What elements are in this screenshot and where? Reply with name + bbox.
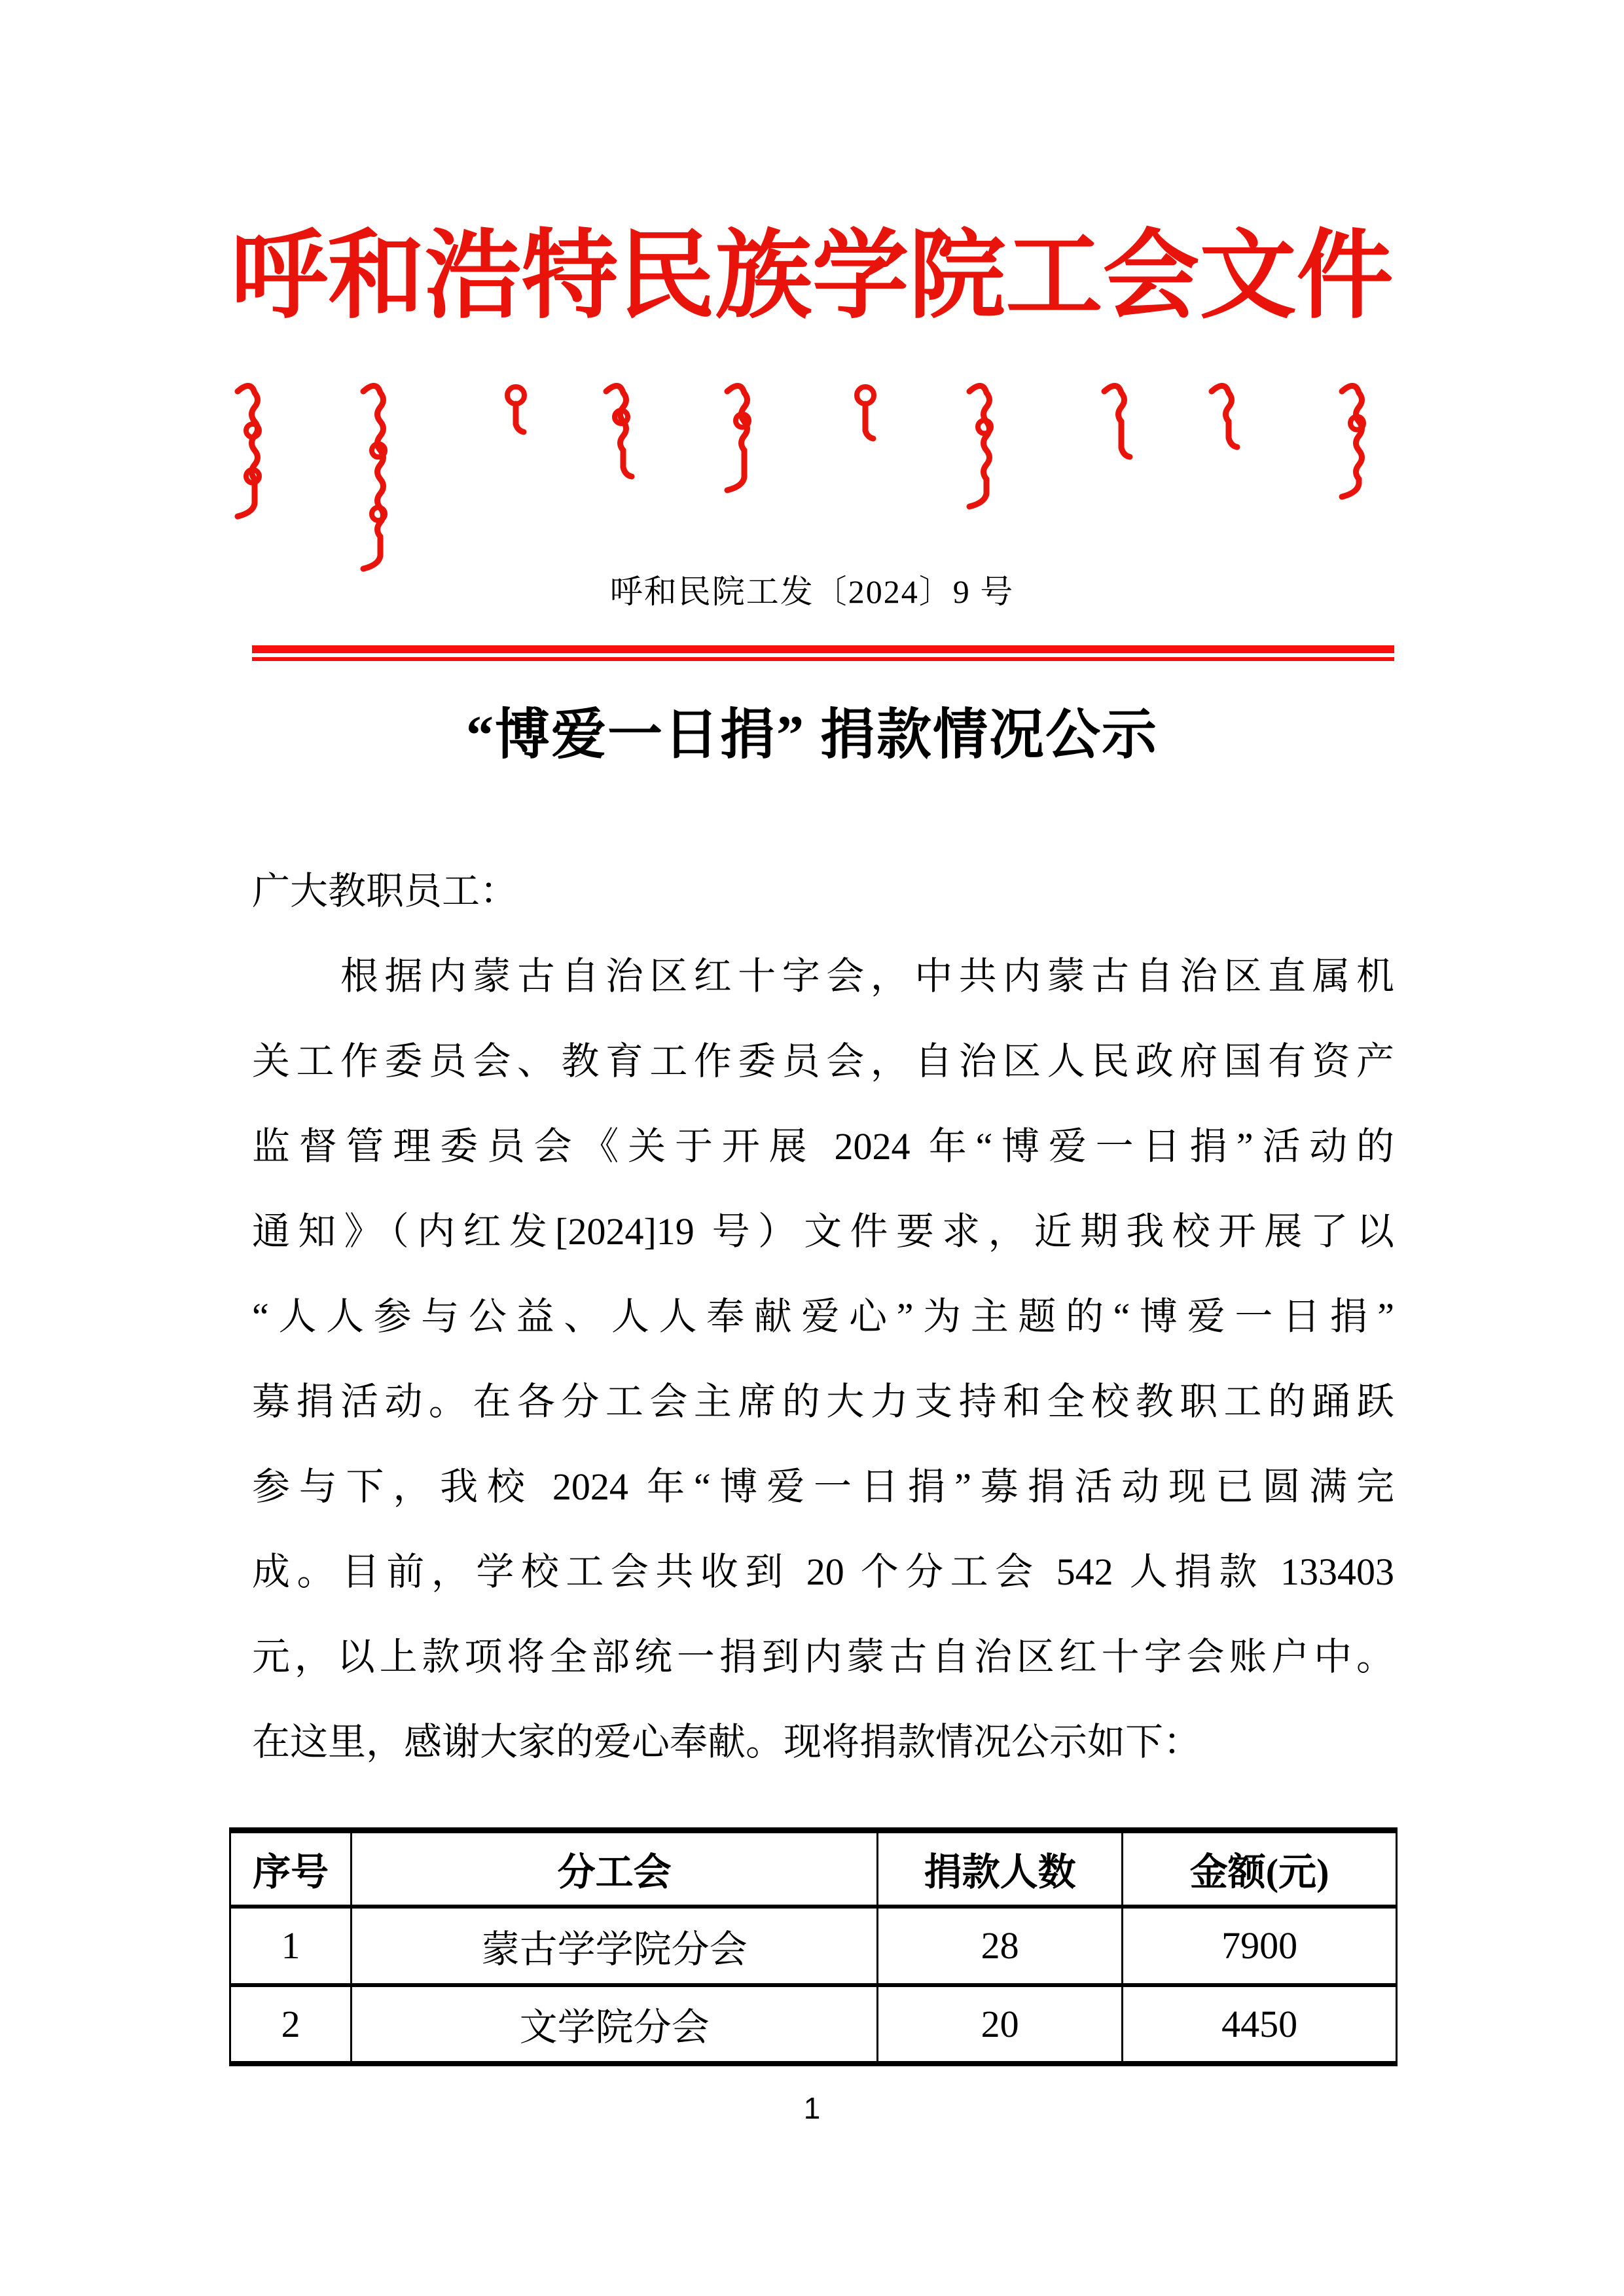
mongolian-script-stroke	[1104, 386, 1130, 457]
table-cell: 7900	[1123, 1907, 1397, 1985]
body-line: 参与下，我校 2024 年“博爱一日捐”募捐活动现已圆满完	[252, 1465, 1394, 1508]
mongolian-script-stroke	[606, 386, 632, 476]
body-paragraphs	[252, 849, 1394, 1785]
mongolian-script-loop	[978, 420, 991, 433]
mongolian-script-stroke	[1212, 386, 1237, 447]
table-row	[230, 1985, 1397, 2064]
table-header-cell: 分工会	[352, 1831, 878, 1907]
body-line: 根据内蒙古自治区红十字会，中共内蒙古自治区直属机	[252, 955, 1394, 997]
mongolian-script-stroke	[363, 386, 384, 569]
table-header-cell: 金额(元)	[1123, 1831, 1397, 1907]
red-divider	[252, 645, 1394, 661]
body-line: 通知》（内红发[2024]19 号）文件要求，近期我校开展了以	[252, 1210, 1394, 1253]
mongolian-script-stroke	[1342, 386, 1362, 497]
mongolian-script-loop	[246, 424, 259, 437]
body-line: 关工作委员会、教育工作委员会，自治区人民政府国有资产	[252, 1040, 1394, 1083]
table-header-row	[230, 1831, 1397, 1907]
body-line: 募捐活动。在各分工会主席的大力支持和全校教职工的踊跃	[252, 1380, 1394, 1423]
table-cell: 2	[230, 1985, 352, 2064]
mongolian-script-stroke	[516, 404, 524, 432]
body-line: “人人参与公益、人人奉献爱心”为主题的“博爱一日捐”	[252, 1295, 1394, 1338]
table-cell: 4450	[1123, 1985, 1397, 2064]
mongolian-script-stroke	[238, 386, 258, 516]
table-cell: 28	[877, 1907, 1122, 1985]
donation-table	[229, 1827, 1398, 2066]
mongolian-script	[0, 380, 1624, 583]
mongolian-script-loop	[372, 507, 385, 520]
table-header-cell: 捐款人数	[877, 1831, 1122, 1907]
document-title: “博爱一日捐” 捐款情况公示	[465, 705, 1158, 766]
table-cell: 20	[877, 1985, 1122, 2064]
body-line: 成。目前，学校工会共收到 20 个分工会 542 人捐款 133403	[252, 1551, 1394, 1593]
mongolian-script-stroke	[969, 386, 990, 507]
mongolian-script-stroke	[727, 386, 748, 490]
table-row	[230, 1907, 1397, 1985]
mongolian-script-stroke	[865, 404, 873, 439]
red-divider-thin-line	[252, 657, 1394, 661]
body-line: 广大教职员工：	[252, 870, 518, 912]
doc-number: 呼和民院工发〔2024〕9 号	[609, 573, 1015, 610]
table-cell: 文学院分会	[352, 1985, 878, 2064]
body-line: 在这里，感谢大家的爱心奉献。现将捐款情况公示如下：	[252, 1721, 1202, 1763]
body-line: 元，以上款项将全部统一捐到内蒙古自治区红十字会账户中。	[252, 1636, 1394, 1678]
masthead-title: 呼和浩特民族学院工会文件	[230, 223, 1394, 331]
table-header-cell: 序号	[230, 1831, 352, 1907]
body-line: 监督管理委员会《关于开展 2024 年“博爱一日捐”活动的	[252, 1125, 1394, 1168]
page-number: 1	[803, 2091, 821, 2125]
table-cell: 蒙古学学院分会	[352, 1907, 878, 1985]
red-divider-thick-line	[252, 645, 1394, 653]
table-cell: 1	[230, 1907, 352, 1985]
